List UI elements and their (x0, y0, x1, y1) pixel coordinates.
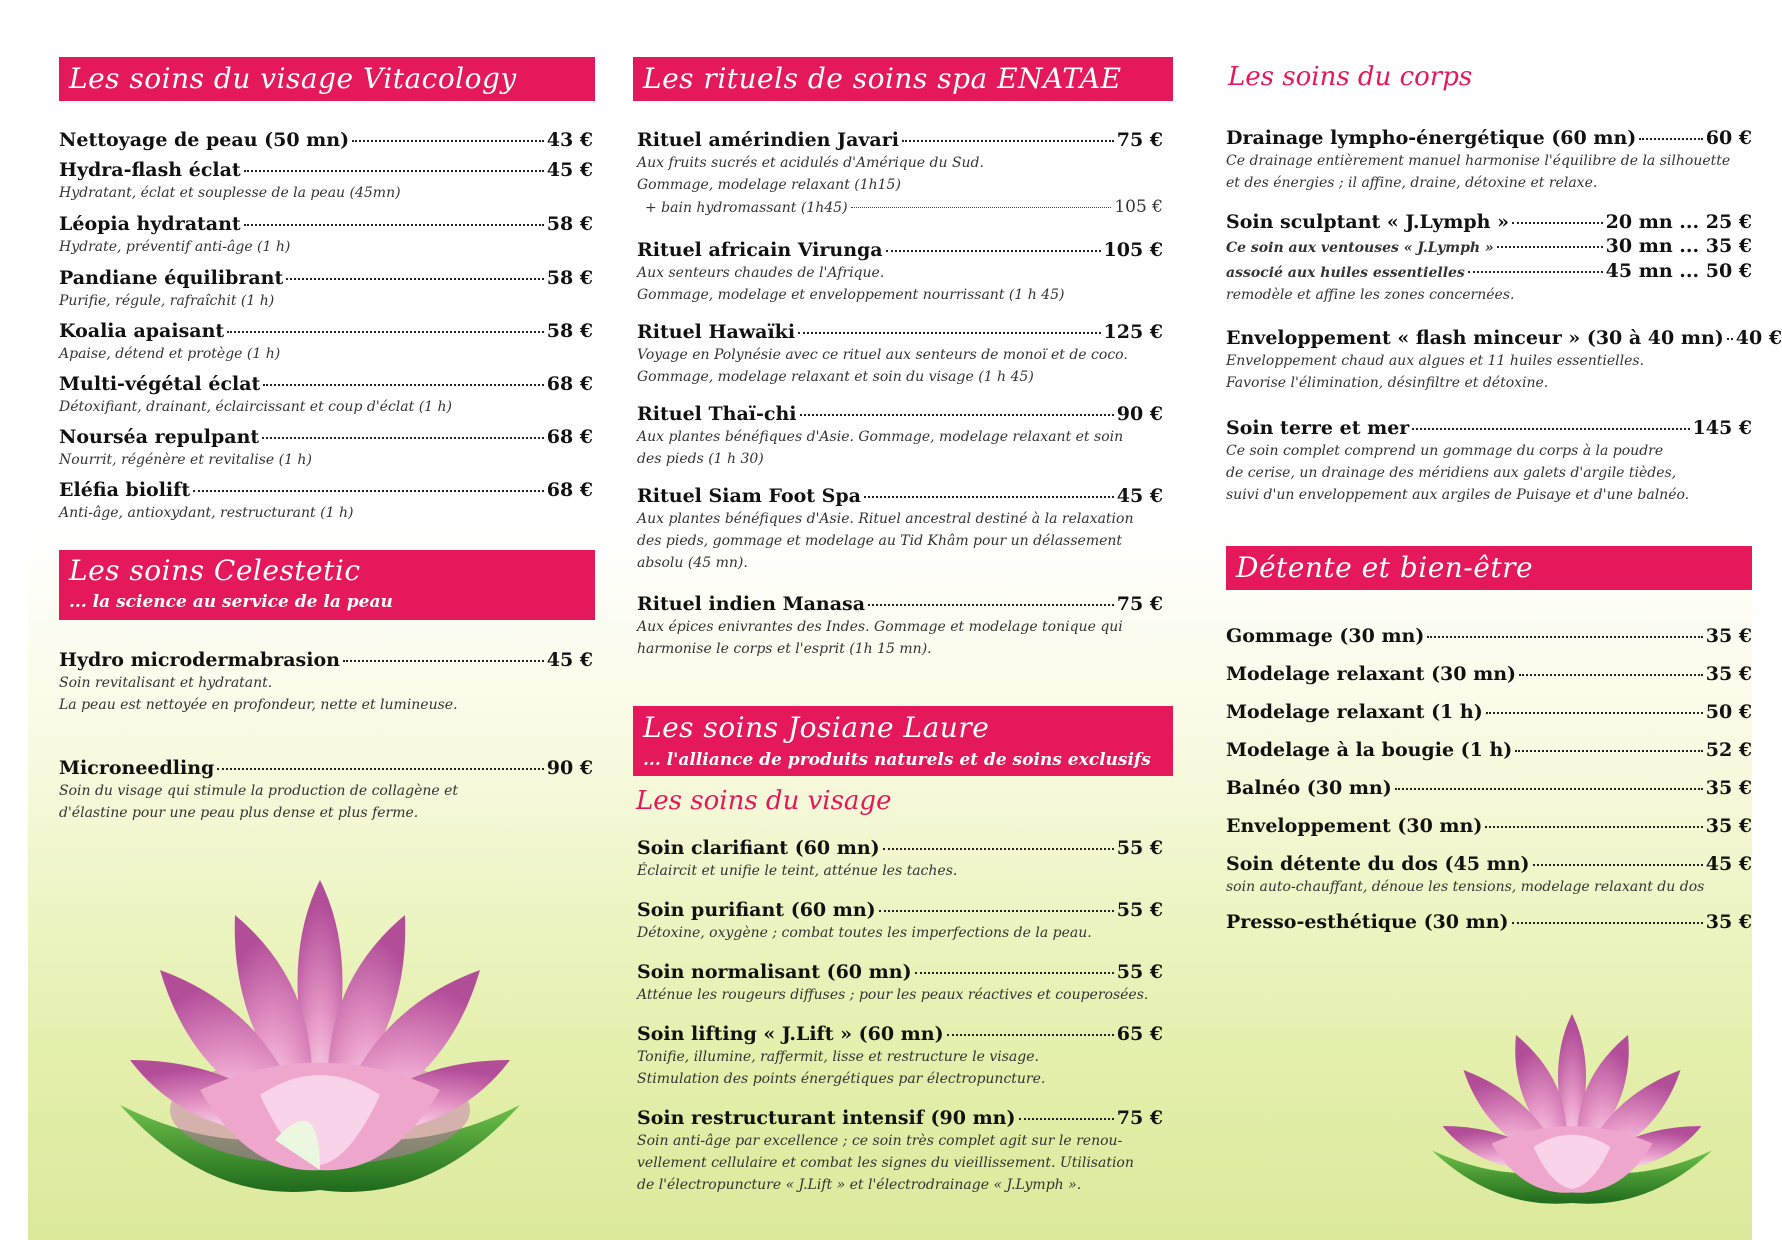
leader-dots (883, 848, 1114, 850)
item-name: Drainage lympho-énergétique (60 mn) (1226, 127, 1637, 149)
list-item (59, 425, 593, 471)
item-desc: vellement cellulaire et combat les signes du vieillissement. Utilisation (637, 1155, 1134, 1171)
item-price: 35 € (1705, 625, 1752, 647)
item-price: 68 € (546, 373, 593, 395)
subhead-soins-visage: Les soins du visage (636, 786, 892, 816)
item-price: 35 € (1705, 235, 1752, 257)
item-name: Nourséa repulpant (59, 426, 260, 448)
banner-josiane-laure (633, 706, 1173, 776)
list-item (1226, 126, 1752, 194)
item-name: Soin lifting « J.Lift » (60 mn) (637, 1023, 944, 1045)
item-desc: absolu (45 mn). (637, 555, 748, 571)
leader-dots (886, 250, 1101, 252)
leader-dots (244, 224, 544, 226)
item-desc: Tonifie, illumine, raffermit, lisse et restructure le visage. (637, 1049, 1039, 1065)
item-price: 65 € (1116, 1023, 1163, 1045)
item-name: Rituel Siam Foot Spa (637, 485, 861, 507)
item-price: 58 € (546, 213, 593, 235)
item-desc: Aux plantes bénéfiques d'Asie. Rituel ancestral destiné à la relaxation (637, 511, 1134, 527)
item-price: 50 € (1705, 701, 1752, 723)
list-item (637, 1022, 1163, 1090)
item-name: Soin restructurant intensif (90 mn) (637, 1107, 1016, 1129)
item-price: 52 € (1705, 739, 1752, 761)
list-item (637, 484, 1163, 574)
list-item (637, 238, 1163, 306)
item-price: 25 € (1705, 211, 1752, 233)
item-desc: de l'électropuncture « J.Lift » et l'électrodrainage « J.Lymph ». (637, 1177, 1082, 1193)
item-desc: Purifie, régule, rafraîchit (1 h) (59, 293, 275, 309)
item-name: Rituel Hawaïki (637, 321, 796, 343)
item-price: 45 € (1116, 485, 1163, 507)
item-desc: Soin du visage qui stimule la production de collagène et (59, 783, 459, 799)
list-item (1226, 700, 1752, 724)
item-price: 55 € (1116, 961, 1163, 983)
item-price: 75 € (1116, 129, 1163, 151)
item-desc: Anti-âge, antioxydant, restructurant (1 h) (59, 505, 354, 521)
item-duration: 20 mn (1605, 211, 1673, 233)
item-duration: 30 mn (1605, 235, 1673, 257)
item-desc: Ce drainage entièrement manuel harmonise l'équilibre de la silhouette (1226, 153, 1731, 169)
item-duration: 45 mn (1605, 260, 1673, 282)
list-item (59, 372, 593, 418)
item-desc: Détoxine, oxygène ; combat toutes les imperfections de la peau. (637, 925, 1092, 941)
item-price: 35 € (1705, 815, 1752, 837)
banner-celestetic (59, 550, 595, 620)
list-item (637, 836, 1163, 882)
leader-dots (1019, 1118, 1114, 1120)
item-name: Enveloppement (30 mn) (1226, 815, 1483, 837)
item-price: 60 € (1705, 127, 1752, 149)
item-price: 45 € (546, 649, 593, 671)
leader-dots (1519, 674, 1703, 676)
list-item (637, 402, 1163, 470)
item-price: 105 € (1103, 239, 1163, 261)
item-desc: associé aux huiles essentielles (1226, 265, 1465, 281)
banner-subtitle: ... la science au service de la peau (69, 592, 393, 612)
leader-dots (343, 660, 544, 662)
list-item (59, 648, 593, 716)
item-desc: Hydratant, éclat et souplesse de la peau (45mn) (59, 185, 401, 201)
list-item (1226, 738, 1752, 762)
item-desc: Enveloppement chaud aux algues et 11 huiles essentielles. (1226, 353, 1645, 369)
item-desc: d'élastine pour une peau plus dense et plus ferme. (59, 805, 419, 821)
item-desc: Voyage en Polynésie avec ce rituel aux senteurs de monoï et de coco. (637, 347, 1128, 363)
item-name: Koalia apaisant (59, 320, 225, 342)
leader-dots (1512, 922, 1703, 924)
item-price: 43 € (546, 129, 593, 151)
item-price: 125 € (1103, 321, 1163, 343)
item-name: Gommage (30 mn) (1226, 625, 1425, 647)
leader-dots (800, 414, 1114, 416)
leader-dots (868, 604, 1114, 606)
item-desc: Aux fruits sucrés et acidulés d'Amérique du Sud. (637, 155, 984, 171)
list-item (59, 158, 593, 204)
leader-dots (244, 170, 544, 172)
item-name: Multi-végétal éclat (59, 373, 261, 395)
item-price: 68 € (546, 479, 593, 501)
leader-dots (1395, 788, 1703, 790)
item-price: 55 € (1116, 837, 1163, 859)
item-name: Soin sculptant « J.Lymph » (1226, 211, 1509, 233)
list-item (637, 592, 1163, 660)
list-item (637, 898, 1163, 944)
item-name: Modelage à la bougie (1 h) (1226, 739, 1513, 761)
list-item (1226, 910, 1752, 934)
item-name: Balnéo (30 mn) (1226, 777, 1392, 799)
list-item (1226, 326, 1782, 394)
item-price: 45 € (546, 159, 593, 181)
item-price: 58 € (546, 267, 593, 289)
item-name: Rituel indien Manasa (637, 593, 866, 615)
list-item (59, 319, 593, 365)
list-item (637, 1106, 1163, 1196)
banner-title: Les soins du visage Vitacology (69, 62, 517, 95)
item-desc: Aux plantes bénéfiques d'Asie. Gommage, modelage relaxant et soin (637, 429, 1124, 445)
item-desc: Hydrate, préventif anti-âge (1 h) (59, 239, 291, 255)
item-desc: Ce soin aux ventouses « J.Lymph » (1226, 240, 1494, 256)
leader-dots (902, 140, 1114, 142)
list-item (59, 478, 593, 524)
item-desc: La peau est nettoyée en profondeur, nette et lumineuse. (59, 697, 458, 713)
list-item (1226, 852, 1752, 898)
banner-vitacology (59, 57, 595, 101)
leader-dots (352, 140, 544, 142)
item-name: Léopia hydratant (59, 213, 241, 235)
list-item (1226, 662, 1752, 686)
item-desc: Nourrit, régénère et revitalise (1 h) (59, 452, 312, 468)
item-price: 58 € (546, 320, 593, 342)
item-desc: Stimulation des points énergétiques par électropuncture. (637, 1071, 1046, 1087)
item-price: 145 € (1692, 417, 1752, 439)
lotus-flower-image (1412, 1000, 1732, 1210)
item-desc: Ce soin complet comprend un gommage du corps à la poudre (1226, 443, 1664, 459)
item-price: 45 € (1705, 853, 1752, 875)
subhead-soins-corps: Les soins du corps (1228, 62, 1473, 92)
list-item (59, 756, 593, 824)
leader-dots (1485, 826, 1702, 828)
item-desc: Apaise, détend et protège (1 h) (59, 346, 281, 362)
item-extra-label: + bain hydromassant (1h45) (645, 200, 848, 216)
banner-title: Les rituels de soins spa ENATAE (643, 62, 1122, 95)
item-desc: Atténue les rougeurs diffuses ; pour les peaux réactives et couperosées. (637, 987, 1149, 1003)
item-desc: suivi d'un enveloppement aux argiles de Puisaye et d'une balnéo. (1226, 487, 1690, 503)
item-price: 68 € (546, 426, 593, 448)
item-price: 35 € (1705, 911, 1752, 933)
item-name: Pandiane équilibrant (59, 267, 284, 289)
item-desc: Gommage, modelage relaxant (1h15) (637, 177, 901, 193)
item-price: 75 € (1116, 593, 1163, 615)
item-name: Soin détente du dos (45 mn) (1226, 853, 1530, 875)
banner-title: Les soins Josiane Laure (643, 711, 990, 744)
item-name: Soin normalisant (60 mn) (637, 961, 912, 983)
leader-dots (798, 332, 1100, 334)
item-desc: remodèle et affine les zones concernées. (1226, 287, 1515, 303)
item-price: 35 € (1705, 663, 1752, 685)
item-desc: Soin anti-âge par excellence ; ce soin très complet agit sur le renou- (637, 1133, 1123, 1149)
item-name: Modelage relaxant (30 mn) (1226, 663, 1517, 685)
item-price: 40 € (1735, 327, 1782, 349)
item-desc: et des énergies ; il affine, draine, détoxine et relaxe. (1226, 175, 1598, 191)
list-item (59, 212, 593, 258)
leader-dots (1486, 712, 1703, 714)
item-name: Microneedling (59, 757, 215, 779)
lotus-flower-image (110, 860, 530, 1210)
item-name: Rituel amérindien Javari (637, 129, 899, 151)
item-name: Enveloppement « flash minceur » (30 à 40 mn) (1226, 327, 1724, 349)
item-desc: Éclaircit et unifie le teint, atténue les taches. (637, 863, 958, 879)
item-name: Soin clarifiant (60 mn) (637, 837, 880, 859)
leader-dots (286, 278, 543, 280)
banner-title: Les soins Celestetic (69, 554, 361, 587)
item-name: Hydro microdermabrasion (59, 649, 340, 671)
banner-subtitle: ... l'alliance de produits naturels et de soins exclusifs (643, 750, 1151, 770)
list-item (637, 320, 1163, 388)
list-item (59, 128, 593, 152)
leader-dots (217, 768, 543, 770)
item-name: Rituel africain Virunga (637, 239, 883, 261)
item-price: 90 € (546, 757, 593, 779)
item-name: Modelage relaxant (1 h) (1226, 701, 1483, 723)
item-desc: Soin revitalisant et hydratant. (59, 675, 273, 691)
list-item (1226, 776, 1752, 800)
list-item (1226, 416, 1752, 506)
item-desc: Détoxifiant, drainant, éclaircissant et coup d'éclat (1 h) (59, 399, 452, 415)
leader-dots (879, 910, 1114, 912)
banner-enatae (633, 57, 1173, 101)
list-item (637, 128, 1163, 219)
leader-dots (227, 331, 544, 333)
leader-dots (1515, 750, 1702, 752)
item-name: Hydra-flash éclat (59, 159, 241, 181)
list-item (1226, 624, 1752, 648)
item-desc: Gommage, modelage relaxant et soin du visage (1 h 45) (637, 369, 1034, 385)
item-desc: de cerise, un drainage des méridiens aux galets d'argile tièdes, (1226, 465, 1677, 481)
leader-dots (864, 496, 1114, 498)
item-price: 35 € (1705, 777, 1752, 799)
leader-dots (915, 972, 1114, 974)
item-name: Soin purifiant (60 mn) (637, 899, 876, 921)
leader-dots (1533, 864, 1703, 866)
item-desc: des pieds, gommage et modelage au Tid Khâm pour un délassement (637, 533, 1123, 549)
leader-dots (947, 1034, 1114, 1036)
item-desc: Aux épices enivrantes des Indes. Gommage et modelage tonique qui (637, 619, 1123, 635)
item-name: Eléfia biolift (59, 479, 191, 501)
item-price: 50 € (1705, 260, 1752, 282)
banner-detente (1226, 546, 1752, 590)
item-name: Rituel Thaï-chi (637, 403, 797, 425)
list-item (637, 960, 1163, 1006)
item-desc: des pieds (1 h 30) (637, 451, 764, 467)
item-extra-price: 105 € (1114, 197, 1163, 217)
list-item (59, 266, 593, 312)
banner-title: Détente et bien-être (1236, 551, 1534, 584)
item-desc: Gommage, modelage et enveloppement nourrissant (1 h 45) (637, 287, 1065, 303)
leader-dots (193, 490, 544, 492)
item-name: Presso-esthétique (30 mn) (1226, 911, 1509, 933)
item-name: Soin terre et mer (1226, 417, 1410, 439)
leader-dots (263, 384, 543, 386)
leader-dots (262, 437, 544, 439)
list-item: Soin sculptant « J.Lymph » 20 mn ... 25 € Ce soin aux ventouses « J.Lymph » 30 mn ... 35 € associé aux huiles essentielles 45 mn ... 50 € remodèle et affine les zones concernées. (1226, 210, 1752, 306)
item-desc: Aux senteurs chaudes de l'Afrique. (637, 265, 885, 281)
item-price: 75 € (1116, 1107, 1163, 1129)
item-desc: harmonise le corps et l'esprit (1h 15 mn). (637, 641, 932, 657)
item-desc: Favorise l'élimination, désinfiltre et détoxine. (1226, 375, 1549, 391)
item-price: 90 € (1116, 403, 1163, 425)
item-price: 55 € (1116, 899, 1163, 921)
item-name: Nettoyage de peau (50 mn) (59, 129, 350, 151)
leader-dots (1427, 636, 1702, 638)
item-desc: soin auto-chauffant, dénoue les tensions, modelage relaxant du dos (1226, 879, 1705, 895)
list-item (1226, 814, 1752, 838)
